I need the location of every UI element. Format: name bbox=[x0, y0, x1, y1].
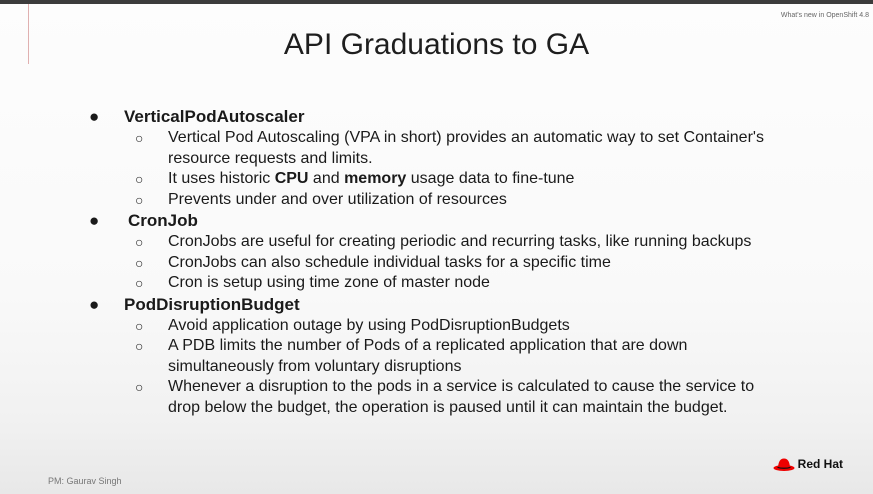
list-item bbox=[88, 377, 858, 418]
sub-bullet-icon: ○ bbox=[135, 130, 144, 146]
slide-content bbox=[88, 106, 858, 418]
section-heading bbox=[88, 106, 858, 128]
list-item-text: resource requests and limits. bbox=[168, 149, 373, 167]
sub-bullet-icon: ○ bbox=[135, 379, 144, 395]
slide-title: API Graduations to GA bbox=[283, 28, 590, 61]
list-item-text: and bbox=[308, 170, 345, 187]
list-item-text: Vertical Pod Autoscaling (VPA in short) provides an automatic way to set Container's bbox=[168, 129, 764, 146]
list-item bbox=[88, 232, 858, 253]
sub-bullet-icon: ○ bbox=[135, 338, 144, 354]
section-heading bbox=[88, 294, 858, 316]
presenter-footer: PM: Gaurav Singh bbox=[48, 476, 122, 486]
list-item-text: Whenever a disruption to the pods in a service is calculated to cause the service to bbox=[168, 378, 755, 395]
section-heading-label: VerticalPodAutoscaler bbox=[124, 107, 305, 126]
red-hat-icon bbox=[773, 456, 795, 472]
sub-bullet-icon: ○ bbox=[135, 191, 144, 208]
list-item-bold: memory bbox=[344, 170, 407, 187]
list-item-bold: CPU bbox=[274, 170, 309, 187]
list-item-text: A PDB limits the number of Pods of a replicated application that are down bbox=[168, 337, 688, 354]
list-item bbox=[88, 253, 858, 274]
list-item bbox=[88, 169, 858, 190]
top-bar bbox=[0, 0, 873, 4]
list-item-text: Cron is setup using time zone of master node bbox=[168, 274, 490, 291]
list-item-text: It uses historic bbox=[168, 170, 275, 187]
list-item bbox=[88, 316, 858, 337]
sub-bullet-icon: ○ bbox=[135, 254, 144, 271]
section-heading bbox=[88, 210, 858, 232]
list-item-text: Avoid application outage by using PodDisruptionBudgets bbox=[168, 316, 570, 334]
list-item-text: CronJobs can also schedule individual tasks for a specific time bbox=[168, 253, 611, 271]
list-item bbox=[88, 273, 858, 294]
list-item-text: usage data to fine-tune bbox=[406, 170, 575, 187]
bullet-icon: ● bbox=[89, 294, 100, 314]
section-heading-label: PodDisruptionBudget bbox=[124, 294, 300, 314]
sub-bullet-icon: ○ bbox=[135, 171, 144, 187]
bullet-icon: ● bbox=[89, 107, 100, 126]
list-item-text: Prevents under and over utilization of resources bbox=[168, 190, 507, 208]
red-hat-logo bbox=[773, 456, 843, 472]
sub-bullet-icon: ○ bbox=[135, 275, 144, 291]
list-item bbox=[88, 336, 858, 377]
list-item bbox=[88, 190, 858, 211]
list-item bbox=[88, 128, 858, 169]
sub-bullet-icon: ○ bbox=[135, 234, 144, 250]
bullet-icon: ● bbox=[89, 211, 100, 230]
list-item-text: CronJobs are useful for creating periodic and recurring tasks, like running backups bbox=[168, 233, 752, 250]
header-note: What's new in OpenShift 4.8 bbox=[780, 12, 869, 19]
sub-bullet-icon: ○ bbox=[135, 317, 144, 334]
logo-text: Red Hat bbox=[797, 457, 843, 471]
list-item-text: simultaneously from voluntary disruptions bbox=[168, 357, 462, 375]
list-item-text: drop below the budget, the operation is paused until it can maintain the budget. bbox=[168, 398, 728, 416]
section-heading-label: CronJob bbox=[128, 211, 198, 230]
